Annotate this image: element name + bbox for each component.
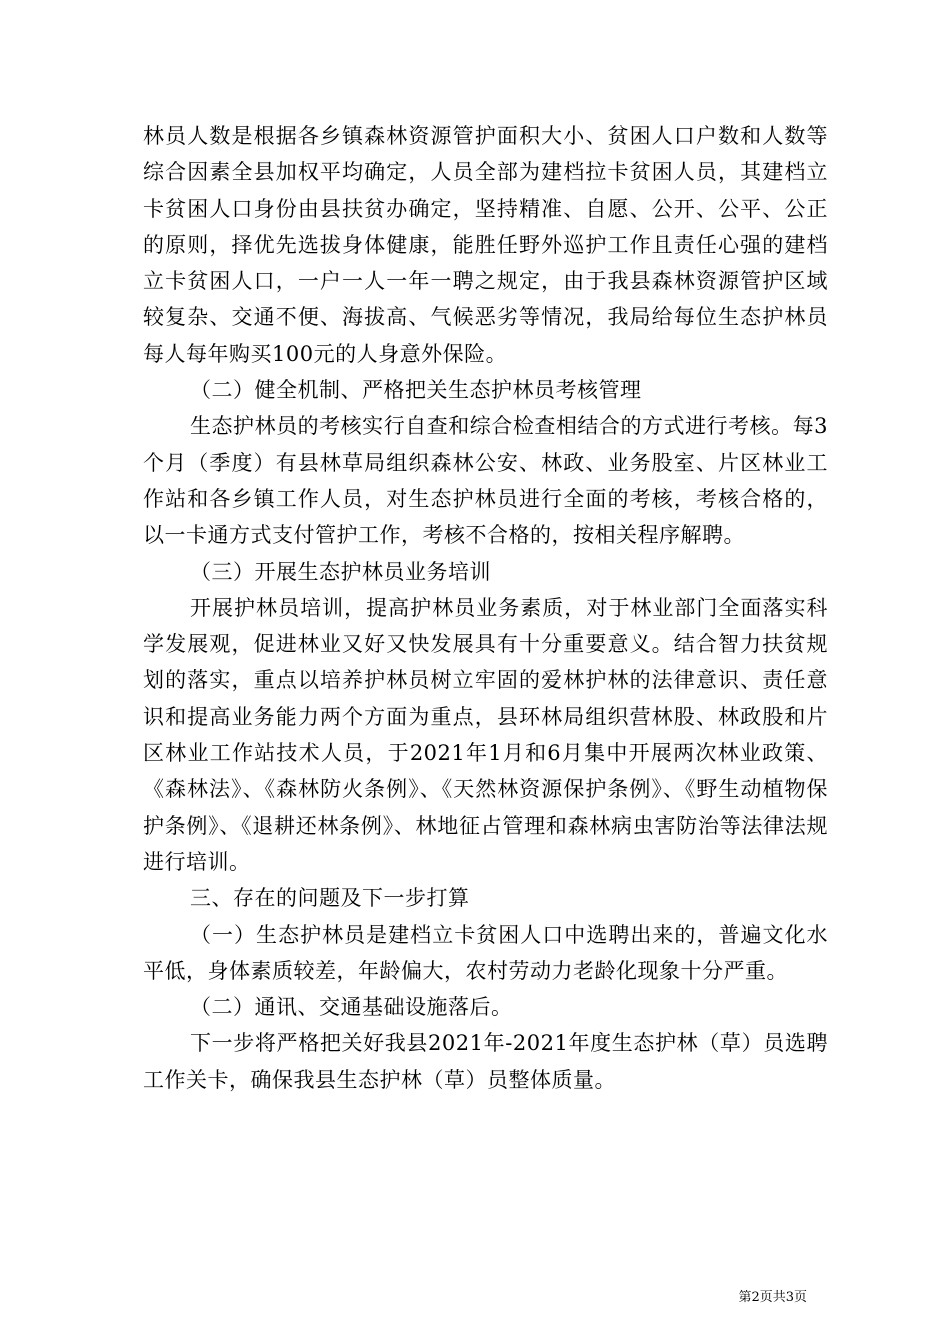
section-heading: （三）开展生态护林员业务培训 xyxy=(190,559,491,584)
section-heading: （二）健全机制、严格把关生态护林员考核管理 xyxy=(190,378,642,403)
section-heading: 三、存在的问题及下一步打算 xyxy=(190,886,470,911)
document-body xyxy=(143,118,828,1098)
body-paragraph: （一）生态护林员是建档立卡贫困人口中选聘出来的，普遍文化水平低，身体素质较差，年龄偏大，农村劳动力老龄化现象十分严重。 xyxy=(143,922,828,983)
body-paragraph: （二）通讯、交通基础设施落后。 xyxy=(190,995,513,1020)
body-paragraph: 下一步将严格把关好我县2021年-2021年度生态护林（草）员选聘工作关卡，确保我县生态护林（草）员整体质量。 xyxy=(143,1031,828,1092)
body-paragraph: 林员人数是根据各乡镇森林资源管护面积大小、贫困人口户数和人数等综合因素全县加权平均确定，人员全部为建档拉卡贫困人员，其建档立卡贫困人口身份由县扶贫办确定，坚持精准、自愿、公开、公平、公正的原则，择优先选拔身体健康，能胜任野外巡护工作且责任心强的建档立卡贫困人口，一户一人一年一聘之规定，由于我县森林资源管护区域较复杂、交通不便、海拔高、气候恶劣等情况，我局给每位生态护林员每人每年购买100元的人身意外保险。 xyxy=(143,124,828,366)
body-paragraph: 生态护林员的考核实行自查和综合检查相结合的方式进行考核。每3个月（季度）有县林草局组织森林公安、林政、业务股室、片区林业工作站和各乡镇工作人员，对生态护林员进行全面的考核，考核合格的，以一卡通方式支付管护工作，考核不合格的，按相关程序解聘。 xyxy=(143,414,828,548)
page-number-footer: 第2页共3页 xyxy=(738,1290,807,1305)
body-paragraph: 开展护林员培训，提高护林员业务素质，对于林业部门全面落实科学发展观，促进林业又好又快发展具有十分重要意义。结合智力扶贫规划的落实，重点以培养护林员树立牢固的爱林护林的法律意识、责任意识和提高业务能力两个方面为重点，县环林局组织营林股、林政股和片区林业工作站技术人员，于2021年1月和6月集中开展两次林业政策、《森林法》、《森林防火条例》、《天然林资源保护条例》、《野生动植物保护条例》、《退耕还林条例》、林地征占管理和森林病虫害防治等法律法规进行培训。 xyxy=(143,595,828,874)
